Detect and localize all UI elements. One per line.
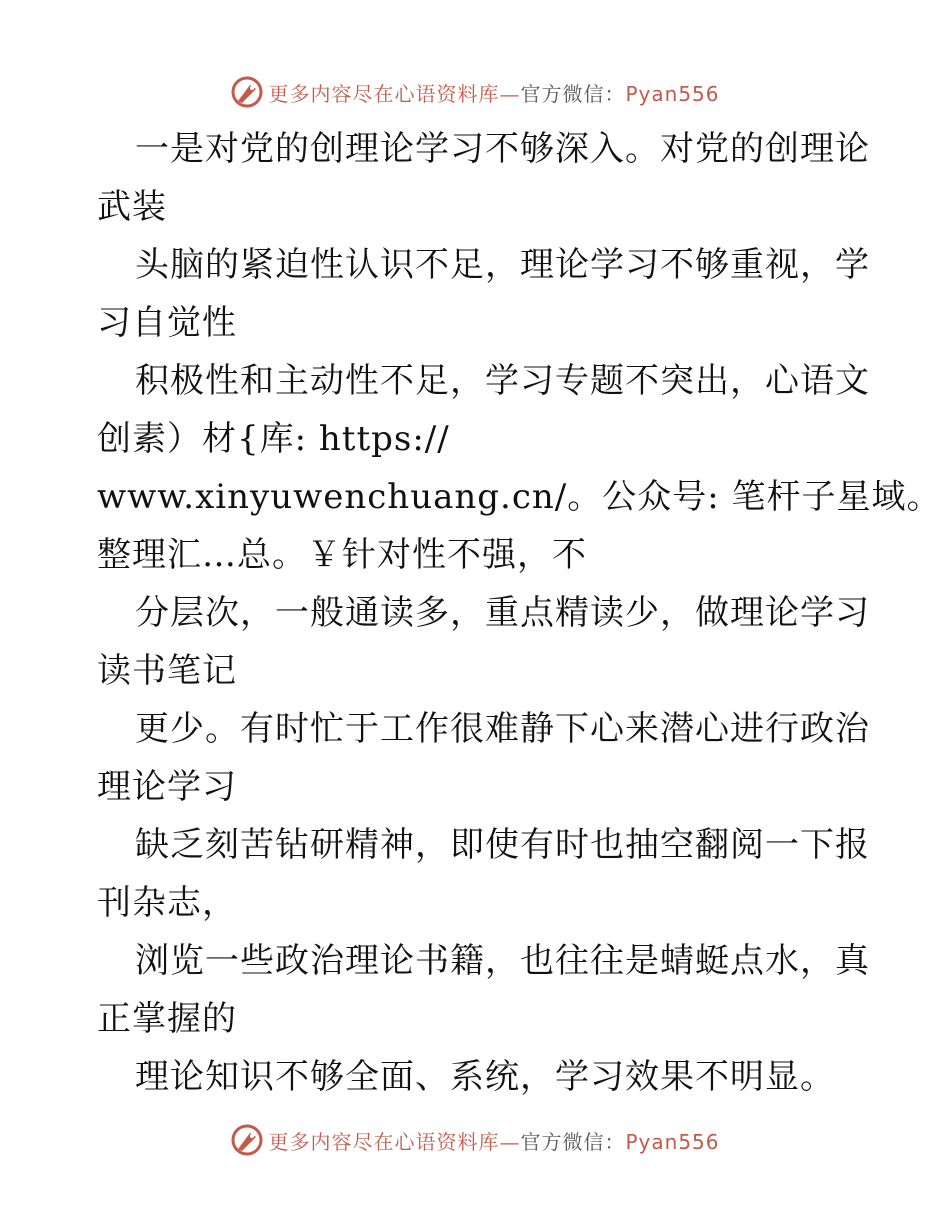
text-line: 理论学习 bbox=[97, 767, 237, 807]
pen-nib-logo-icon bbox=[230, 75, 264, 109]
text-line: 整理汇…总。￥针对性不强，不 bbox=[97, 535, 587, 575]
text-line: 头脑的紧迫性认识不足，理论学习不够重视，学 bbox=[135, 245, 870, 285]
text-line: 更少。有时忙于工作很难静下心来潜心进行政治 bbox=[135, 709, 870, 749]
text-line: 武装 bbox=[97, 187, 167, 227]
text-line: 缺乏刻苦钻研精神，即使有时也抽空翻阅一下报 bbox=[135, 825, 870, 865]
pen-nib-logo-icon bbox=[230, 1123, 264, 1157]
text-line: 刊杂志， bbox=[97, 883, 237, 923]
text-line: 一是对党的创理论学习不够深入。对党的创理论 bbox=[135, 129, 870, 169]
text-line: 理论知识不够全面、系统，学习效果不明显。 bbox=[135, 1057, 835, 1097]
banner-text: 更多内容尽在心语资料库—官方微信：Pyan556 bbox=[268, 81, 720, 106]
text-line: 分层次，一般通读多，重点精读少，做理论学习 bbox=[135, 593, 870, 633]
document-body bbox=[97, 120, 942, 1106]
text-line: www.xinyuwenchuang.cn/。公众号: 笔杆子星域。 bbox=[97, 477, 942, 517]
text-line: 创素）材{库: https:// bbox=[97, 419, 450, 459]
header-banner bbox=[0, 72, 950, 112]
text-line: 正掌握的 bbox=[97, 999, 237, 1039]
text-line: 习自觉性 bbox=[97, 303, 237, 343]
footer-banner bbox=[0, 1120, 950, 1160]
text-line: 浏览一些政治理论书籍，也往往是蜻蜓点水，真 bbox=[135, 941, 870, 981]
text-line: 积极性和主动性不足，学习专题不突出，心语文 bbox=[135, 361, 870, 401]
banner-text: 更多内容尽在心语资料库—官方微信：Pyan556 bbox=[268, 1129, 720, 1154]
text-line: 读书笔记 bbox=[97, 651, 237, 691]
